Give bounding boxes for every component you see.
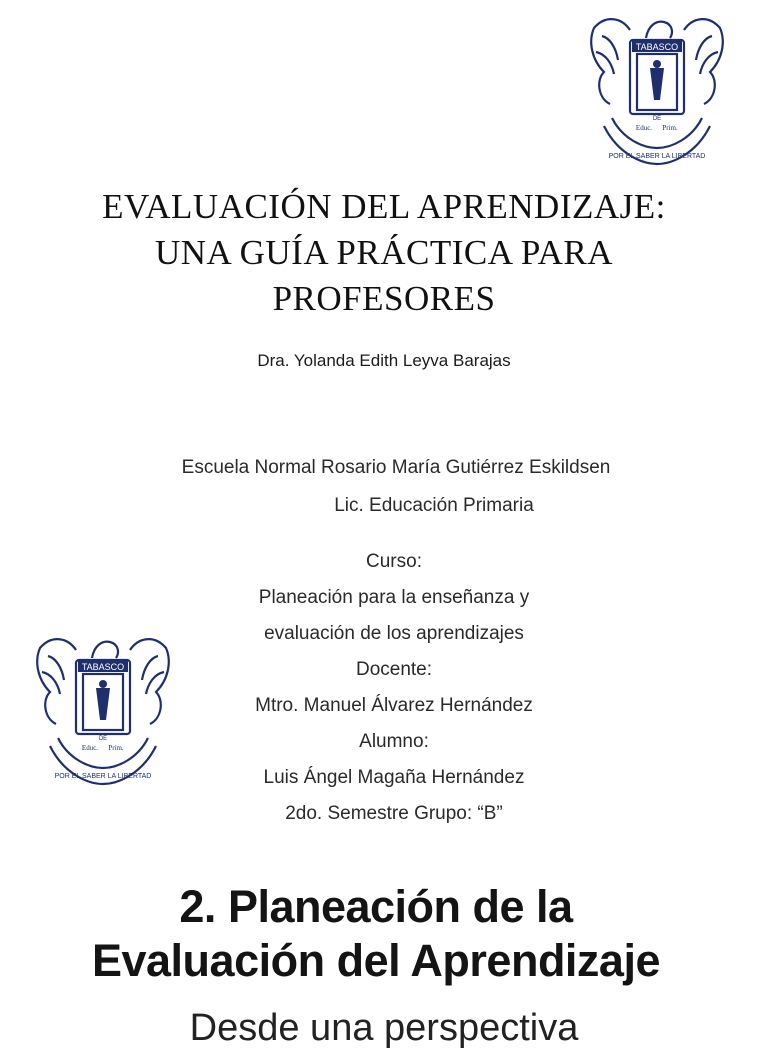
- section-subtitle: Desde una perspectiva: [189, 1007, 579, 1049]
- info-line: Alumno:: [359, 731, 429, 752]
- seal-name-text: TABASCO: [81, 662, 125, 672]
- info-line: Docente:: [355, 659, 433, 680]
- school-seal-logo: [582, 8, 732, 168]
- seal-de-text: DE: [98, 736, 108, 742]
- info-line: Mtro. Manuel Álvarez Hernández: [255, 695, 533, 716]
- author-name: Dra. Yolanda Edith Leyva Barajas: [257, 351, 511, 370]
- seal-motto-text: POR EL SABER LA LIBERTAD: [608, 153, 706, 160]
- eagle-seal-icon: [28, 628, 178, 788]
- info-line: 2do. Semestre Grupo: “B”: [285, 803, 503, 824]
- degree-name: Lic. Educación Primaria: [334, 495, 534, 516]
- document-title: [0, 184, 768, 322]
- seal-de-text: DE: [652, 116, 662, 122]
- seal-edu-text: Educ.: [81, 744, 99, 752]
- seal-motto-text: POR EL SABER LA LIBERTAD: [54, 773, 152, 780]
- info-line: Curso:: [366, 551, 422, 572]
- school-name: Escuela Normal Rosario María Gutiérrez Eskildsen: [181, 457, 611, 478]
- info-line: Luis Ángel Magaña Hernández: [263, 767, 525, 788]
- seal-edu-text: Educ.: [635, 124, 653, 132]
- eagle-seal-icon: [582, 8, 732, 168]
- info-line: evaluación de los aprendizajes: [264, 623, 524, 644]
- section-title-line: 2. Planeación de la: [179, 881, 573, 932]
- seal-prim-text: Prim.: [108, 744, 124, 752]
- school-seal-logo: [28, 628, 178, 788]
- title-line: PROFESORES: [272, 279, 496, 318]
- seal-prim-text: Prim.: [662, 124, 678, 132]
- title-line: EVALUACIÓN DEL APRENDIZAJE:: [102, 187, 666, 226]
- section-title: [0, 880, 752, 988]
- info-line: Planeación para la enseñanza y: [258, 587, 530, 608]
- section-title-line: Evaluación del Aprendizaje: [91, 935, 660, 986]
- title-line: UNA GUÍA PRÁCTICA PARA: [154, 233, 613, 272]
- seal-name-text: TABASCO: [635, 42, 679, 52]
